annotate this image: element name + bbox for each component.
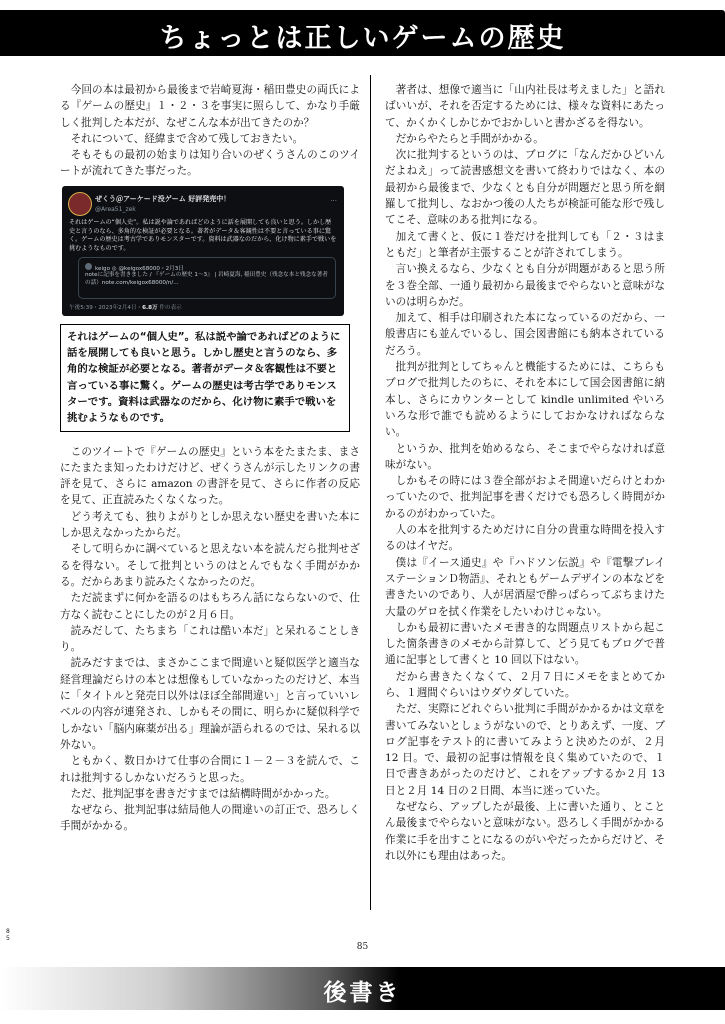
paragraph: 人の本を批判するためだけに自分の貴重な時間を投入するのはイヤだ。 [385,524,665,553]
quoted-tweet [78,257,336,299]
paragraph: 加えて、相手は印刷された本になっているのだから、一般書店にも並んでいるし、国会図書館にも納本されているだろう。 [385,312,665,357]
paragraph: ただ、批判記事を書きだすまでは結構時間がかかった。 [70,787,336,800]
page-number: 85 [356,942,369,952]
left-column [60,82,360,835]
paragraph: 次に批判するというのは、ブログに「なんだかひどいんだよねえ」って読書感想文を書いて終わりではなく、本の最初から最後まで、少なくとも自分が問題だと思う所を網羅して批判し、なおかつ後の人たちが検証可能な形で残してこそ、意味のある批判になる。 [385,149,665,227]
paragraph: 著者は、想像で適当に「山内社長は考えました」と語ればいいが、それを否定するためには、様々な資料にあたって、かくかくしかじかでおかしいと書かざるを得ない。 [385,84,665,129]
right-column [385,82,665,864]
paragraph: しかも最初に書いたメモ書き的な問題点リストから起こした箇条書きのメモから計算して、どう見てもブログで普通に記事として書くと 10 回以下はない。 [385,621,665,667]
paragraph: というか、批判を始めるなら、そこまでやらなければ意味がない。 [385,442,665,471]
tweet-handle: @Area51_zek [95,205,136,213]
paragraph: 僕は『イース通史』や『ハドソン伝説』や『電撃プレイステーションＤ物語』、それともゲームデザインの本などを書きたいのであり、人が居酒屋で酔っぱらってぶちまけた大量のゲロを拭く作業をしたいわけじゃない。 [385,556,665,618]
tweet-views-label: 件の表示 [159,304,182,311]
quoted-tweet-body: noteに記事を書きました / 『ゲームの歴史 1〜3』 | 岩崎夏海, 稲田豊史（残念な本と残念な著者の話）note.com/keigox68000/n/... [85,271,328,286]
paragraph: ただ、実際にどれぐらい批判に手間がかかるかは文章を書いてみないとしょうがないので、とりあえず、一度、ブログ記事をテスト的に書いてみようと決めたのが、２月 12 日。で、最初の記事は情報を良く集めていたので、１日で書きあがったのだけど、これをアップするか２月 13 日と２月 14 日の２日間、本当に迷っていた。 [385,703,665,797]
paragraph: それについて、経緯まで含めて残しておきたい。 [70,132,304,145]
section-label: 後書き [323,979,402,1006]
column-divider [370,75,371,910]
paragraph: 読みだして、たちまち「これは酷い本だ」と呆れることしきり。 [60,624,360,654]
title-bar [0,10,725,56]
more-icon: ··· [330,196,337,205]
tweet-body: それはゲームの“個人史”。私は説や論であればどのように話を展開しても良いと思う。しかし歴史と言うのなら、多角的な検証が必要となる。著者がデータ＆客観性は不要と言っている事に驚く。ゲームの歴史は考古学でありモンスターです。資料は武器なのだから、化け物に素手で戦いを挑むようなものです。 [69,218,337,253]
paragraph: だから書きたくなくて、２月７日にメモをまとめてから、１週間ぐらいはウダウダしていた。 [385,670,665,699]
paragraph: 今回の本は最初から最後まで岩崎夏海・稲田豊史の両氏による『ゲームの歴史』１・２・３を事実に照らして、かなり手厳しく批判した本だが、なぜこんな本が出てきたのか？ [60,84,360,129]
tweet-views-count: 6.8万 [142,304,158,311]
paragraph: なぜなら、批判記事は結局他人の間違いの訂正で、恐ろしく手間がかかる。 [60,804,360,833]
paragraph: ともかく、数日かけて仕事の合間に１－２－３を読んで、これは批判するしかないだろうと思った。 [60,755,360,784]
paragraph: このツイートで『ゲームの歴史』という本をたまたま、まさにたまたま知ったわけだけど、ぜくうさんが示したリンクの書評を見て、さらに amazon の書評を見て、さらに作者の反応を見て、正直読みたくなくなった。 [60,445,360,507]
side-page-number: 8 5 [6,928,10,942]
paragraph: だからやたらと手間がかかる。 [395,132,544,145]
paragraph: なぜなら、アップしたが最後、上に書いた通り、とことん最後までやらないと意味がない。恐ろしく手間がかかる作業に手を出すことになるのがいやだったからだけど、それ以外にも理由はあった。 [385,801,665,862]
tweet-display-name: ぜくう＠アーケード没ゲーム 好評発売中！ [95,194,231,203]
paragraph: 加えて書くと、仮に１巻だけを批判しても「２・３はまともだ」と筆者が主張することが許されてしまう。 [385,230,665,259]
paragraph: 読みだすまでは、まさかここまで間違いと疑似医学と適当な経営理論だらけの本とは想像もしていなかったのだけど、本当に「タイトルと発売日以外はほぼ全部間違い」と言っていいレベルの内容が連発され、しかもその間に、明らかに疑似科学でしかない「脳内麻薬が出る」理論が語られるのでは、呆れる以外ない。 [60,657,360,751]
quoted-tweet-header: keigo ◎ @keigox68000・2月3日 [95,265,184,272]
tweet-time: 午後5:39・2023年2月4日・ [69,304,143,311]
paragraph: 批判が批判としてちゃんと機能するためには、こちらもブログで批判したのちに、それを本にして国会図書館に納本し、さらにカウンターとして kindle unlimited やいろいろな形で誰でも読めるようにしておかなければならない。 [385,361,665,439]
tweet-meta [69,300,182,316]
paragraph: そして明らかに調べていると思えない本を読んだら批判せざるを得ない。そして批判というのはとんでもなく手間がかかる。だからあまり読みたくなかったのだ。 [60,543,360,588]
footer-bar [0,967,725,1010]
paragraph: ただ読まずに何かを語るのはもちろん話にならないので、仕方なく読むことにしたのが２月６日。 [60,592,360,621]
tweet-screenshot [62,186,344,316]
paragraph: どう考えても、独りよがりとしか思えない歴史を書いた本にしか思えなかったからだ。 [60,510,360,540]
paragraph: そもそもの最初の始まりは知り合いのぜくうさんのこのツイートが流れてきた事だった。 [60,149,360,178]
avatar [68,192,92,216]
tweet-quote-box: それはゲームの“個人史”。私は説や論であればどのように話を展開しても良いと思う。しかし歴史と言うのなら、多角的な検証が必要となる。著者がデータ＆客観性は不要と言っている事に驚く。ゲームの歴史は考古学でありモンスターです。資料は武器なのだから、化け物に素手で戦いを挑むようなものです。 [60,324,350,432]
page-title: ちょっとは正しいゲームの歴史 [159,23,566,54]
paragraph: しかもその時には３巻全部がおよそ間違いだらけとわかっていたので、批判記事を書くだけでも恐ろしく時間がかかるのがわかっていた。 [385,475,665,520]
paragraph: 言い換えるなら、少なくとも自分が問題があると思う所を３巻全部、一通り最初から最後までやらないと意味がないのは明らかだ。 [385,263,665,308]
quoted-avatar [85,263,92,270]
